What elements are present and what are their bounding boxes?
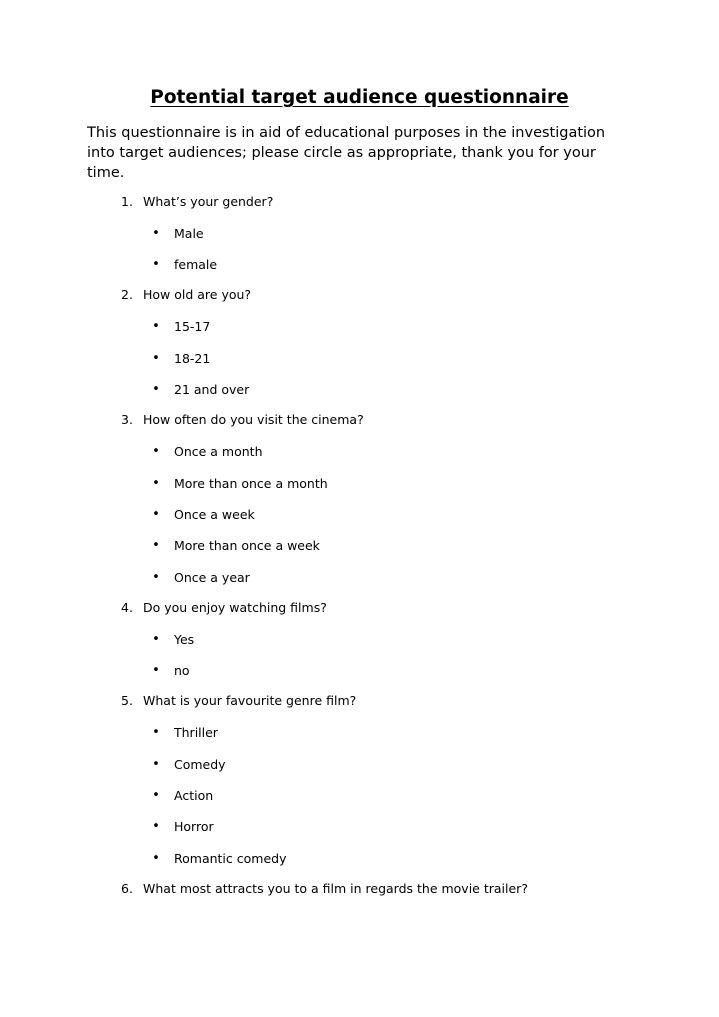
bullet-icon: • [152, 819, 160, 835]
answer-option-label: Yes [174, 631, 195, 647]
bullet-icon: • [152, 631, 160, 647]
question-number: 6. [121, 880, 133, 896]
question-text: How often do you visit the cinema? [143, 412, 364, 428]
bullet-icon: • [152, 788, 160, 803]
answer-option-label: female [174, 257, 218, 273]
bullet-icon: • [152, 350, 160, 366]
page-title: Potential target audience questionnaire [150, 87, 569, 108]
intro-paragraph: This questionnaire is in aid of educational purposes in the investigation into target audiences; please circle as appropriate, thank you for your time. [87, 125, 606, 181]
question-number: 3. [121, 412, 133, 428]
answer-option-label: Comedy [174, 756, 226, 772]
question-number: 5. [121, 693, 133, 709]
bullet-icon: • [152, 538, 160, 554]
answer-option-label: Romantic comedy [174, 850, 287, 866]
answer-option-label: Action [174, 788, 214, 803]
bullet-icon: • [152, 850, 160, 866]
answer-option-label: Once a month [174, 444, 263, 460]
bullet-icon: • [152, 725, 160, 741]
bullet-icon: • [152, 257, 160, 273]
bullet-icon: • [152, 319, 160, 335]
answer-option-label: Once a year [174, 569, 250, 585]
answer-option-label: Horror [174, 819, 214, 835]
question-number: 1. [121, 194, 133, 209]
question-text: What is your favourite genre film? [143, 693, 357, 709]
bullet-icon: • [152, 475, 160, 491]
answer-option-label: no [174, 663, 190, 679]
question-text: How old are you? [143, 287, 252, 303]
answer-option-label: Once a week [174, 507, 255, 522]
bullet-icon: • [152, 507, 160, 522]
bullet-icon: • [152, 756, 160, 772]
bullet-icon: • [152, 663, 160, 679]
bullet-icon: • [152, 226, 160, 241]
question-number: 2. [121, 287, 133, 303]
question-number: 4. [121, 599, 133, 615]
bullet-icon: • [152, 382, 160, 398]
bullet-icon: • [152, 444, 160, 460]
question-text: What most attracts you to a film in regards the movie trailer? [143, 880, 528, 896]
question-text: Do you enjoy watching films? [143, 599, 327, 615]
answer-option-label: Thriller [174, 725, 218, 741]
answer-option-label: More than once a month [174, 475, 328, 491]
bullet-icon: • [152, 569, 160, 585]
answer-option-label: More than once a week [174, 538, 320, 554]
answer-option-label: Male [174, 226, 204, 241]
answer-option-label: 15-17 [174, 319, 211, 335]
answer-option-label: 21 and over [174, 382, 250, 398]
answer-option-label: 18-21 [174, 350, 211, 366]
question-text: What’s your gender? [143, 194, 274, 209]
